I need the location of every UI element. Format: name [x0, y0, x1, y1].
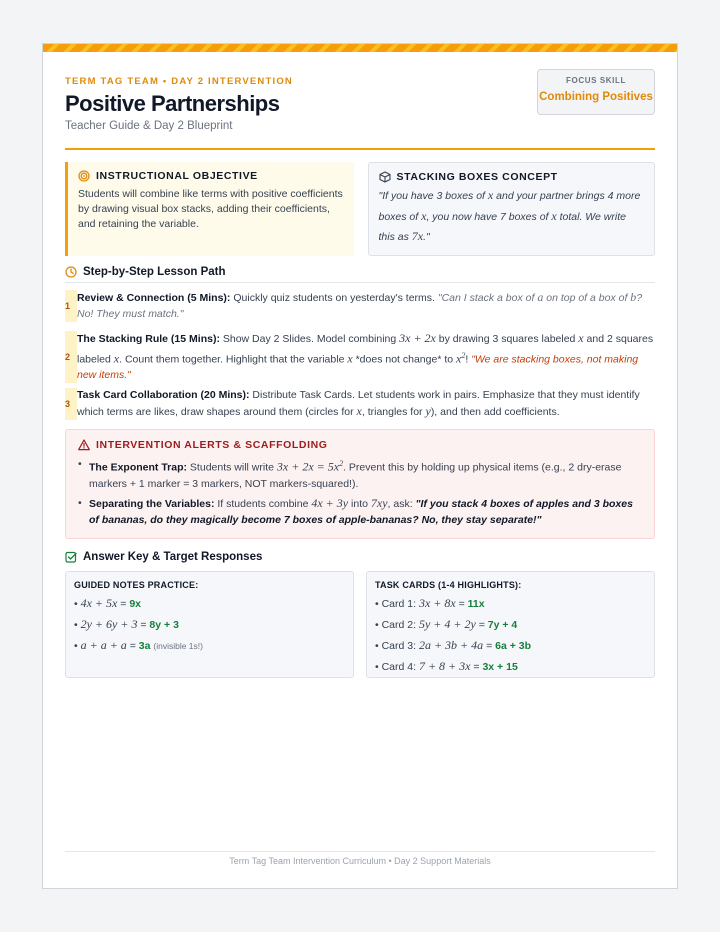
lesson-step: [65, 290, 655, 322]
task-card-answer-line: • Card 1: 3x + 8x = 11x: [375, 595, 485, 610]
lesson-step: [65, 331, 655, 383]
check-square-icon: [65, 551, 77, 563]
focus-skill-value: Combining Positives: [539, 91, 653, 103]
alert-item: • Separating the Variables: If students combine 4x + 3y into 7xy, ask: "If you stack 4 boxes of apples and 3 boxes of bananas, do they magically become 7 boxes of apple-bananas? No, they stay separate!": [78, 495, 642, 528]
warning-icon: [78, 439, 90, 451]
concept-body: "If you have 3 boxes of x and your partner brings 4 more boxes of x, you now have 7 boxes of x total. We write this as 7x.": [378, 188, 641, 243]
step-text: The Stacking Rule (15 Mins): Show Day 2 Slides. Model combining 3x + 2x by drawing 3 squares labeled x and 2 squares labeled x. Count them together. Highlight that the variable x *does not change* to $x^2$! "We are stacking boxes, not making new items.": [77, 331, 654, 381]
task-cards-card: [366, 571, 655, 678]
header-kicker: TERM TAG TEAM • DAY 2 INTERVENTION: [65, 76, 293, 87]
step-text: Review & Connection (5 Mins): Quickly quiz students on yesterday's terms. "Can I stack a box of a on top of a box of b? No! They must match.": [77, 290, 643, 320]
page-title: Positive Partnerships: [65, 91, 280, 116]
objective-box: [65, 162, 354, 256]
alert-item: • The Exponent Trap: Students will write $3x + 2x = 5x^2$. Prevent this by holding up physical items (e.g., 2 dry-erase markers + 1 marker = 3 markers, NOT markers-squared!).: [78, 456, 642, 492]
answer-key-title: Answer Key & Target Responses: [83, 550, 263, 563]
cube-icon: [379, 171, 391, 183]
target-icon: [78, 170, 90, 182]
guided-answer-line: • a + a + a = 3a (invisible 1s!): [74, 637, 203, 652]
step-text: Task Card Collaboration (20 Mins): Distribute Task Cards. Let students work in pairs. Emphasize that they must identify which terms are likes, draw shapes around them (circles for x, triangles for y), and then add coefficients.: [77, 389, 640, 418]
lesson-path-title: Step-by-Step Lesson Path: [83, 266, 226, 278]
lesson-path-heading: [65, 266, 655, 283]
task-card-answer-line: • Card 2: 5y + 4 + 2y = 7y + 4: [375, 616, 518, 631]
guided-notes-card: [65, 571, 354, 678]
page-footer: Term Tag Team Intervention Curriculum • Day 2 Support Materials: [65, 851, 655, 866]
concept-box: [368, 162, 656, 256]
intervention-alerts-box: [65, 429, 655, 539]
step-number: 3: [65, 388, 77, 420]
page-header: [65, 76, 655, 150]
step-number: 2: [65, 331, 77, 383]
alerts-title: INTERVENTION ALERTS & SCAFFOLDING: [96, 439, 328, 451]
guided-answer-line: • 4x + 5x = 9x: [74, 595, 141, 610]
guided-notes-title: GUIDED NOTES PRACTICE:: [74, 579, 199, 590]
objective-body: Students will combine like terms with positive coefficients by drawing visual box stacks, adding their coefficients, and retaining the variable.: [78, 188, 343, 230]
document-page: [42, 43, 678, 889]
hazard-stripe: [43, 44, 677, 52]
task-card-answer-line: • Card 3: 2a + 3b + 4a = 6a + 3b: [375, 637, 532, 652]
task-cards-title: TASK CARDS (1-4 HIGHLIGHTS):: [375, 579, 522, 590]
page-subtitle: Teacher Guide & Day 2 Blueprint: [65, 120, 233, 132]
clock-icon: [65, 266, 77, 278]
answer-key-heading: [65, 551, 655, 563]
step-number: 1: [65, 290, 77, 322]
objective-title: INSTRUCTIONAL OBJECTIVE: [96, 170, 258, 182]
concept-title: STACKING BOXES CONCEPT: [396, 171, 558, 183]
task-card-answer-line: • Card 4: 7 + 8 + 3x = 3x + 15: [375, 658, 518, 673]
guided-answer-line: • 2y + 6y + 3 = 8y + 3: [74, 616, 179, 631]
focus-skill-badge: [537, 69, 655, 115]
lesson-step: [65, 388, 655, 420]
focus-skill-label: FOCUS SKILL: [566, 76, 626, 85]
